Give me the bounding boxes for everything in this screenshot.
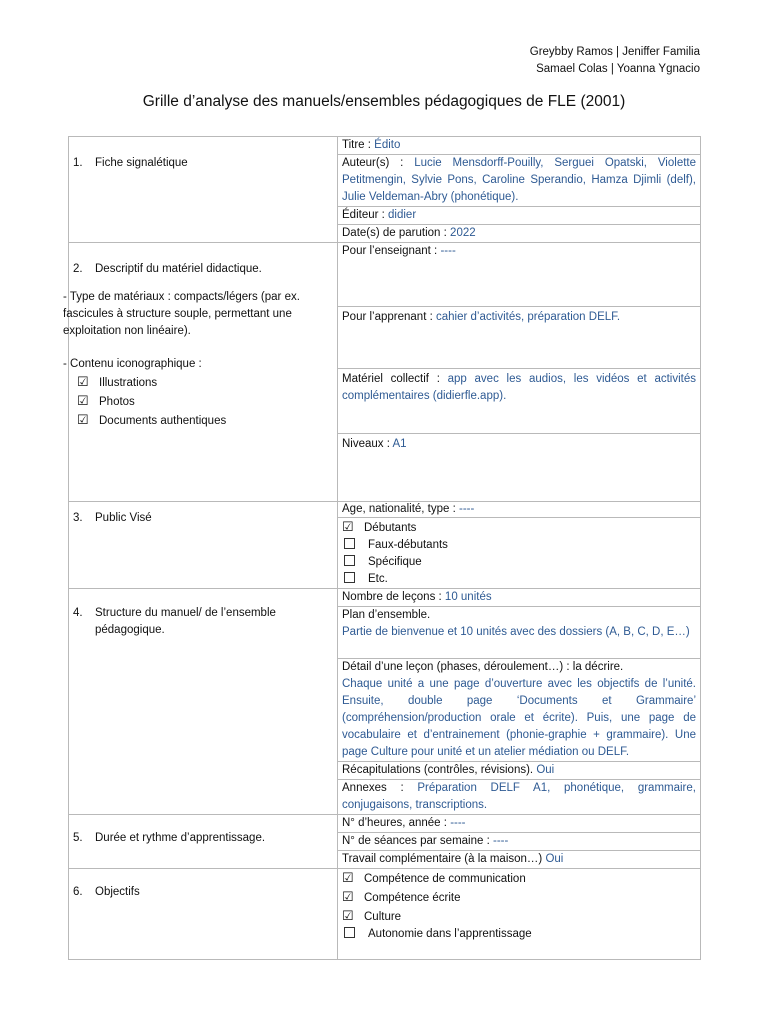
detail-label: Détail d’une leçon (phases, déroulement…) : la décrire. [342, 661, 624, 673]
document-title: Grille d’analyse des manuels/ensembles pédagogiques de FLE (2001) [142, 93, 626, 110]
plan-label: Plan d’ensemble. [342, 609, 431, 621]
option-label: Etc. [368, 573, 388, 585]
recap-label: Récapitulations (contrôles, révisions). [342, 764, 534, 776]
authors-line-2: Samael Colas | Yoanna Ygnacio [536, 63, 700, 75]
checkbox-empty-icon [344, 572, 355, 583]
enseignant-cell [338, 243, 701, 307]
section-2-heading-cell [63, 243, 338, 502]
seances-cell [338, 833, 701, 851]
type-materiaux: - Type de matériaux : compacts/légers (par ex. fascicules à structure souple, permettant une exploitation non linéaire). [63, 291, 300, 337]
option-label: Spécifique [368, 556, 422, 568]
annexes-label: Annexes : [342, 782, 404, 794]
section-2-heading: Descriptif du matériel didactique. [95, 263, 262, 275]
apprenant-value: cahier d’activités, préparation DELF. [436, 311, 621, 323]
objectif-ecrite [342, 888, 696, 907]
objectif-label: Compétence écrite [364, 892, 461, 904]
icono-item [77, 392, 333, 411]
lecons-value: 10 unités [444, 591, 492, 603]
public-options-cell [338, 518, 701, 589]
section-6-heading: Objectifs [95, 886, 140, 898]
authors-line-1: Greybby Ramos | Jeniffer Familia [529, 46, 700, 58]
checkbox-checked-icon: ☑ [342, 908, 354, 923]
icono-item-label: Documents authentiques [99, 415, 227, 427]
icono-item-label: Illustrations [99, 377, 158, 389]
plan-cell [338, 607, 701, 659]
recap-cell [338, 762, 701, 780]
seances-value: ---- [493, 835, 509, 847]
seances-label: N° de séances par semaine : [342, 835, 490, 847]
auteurs-cell [338, 155, 701, 207]
analysis-grid [63, 136, 701, 960]
auteurs-value: Lucie Mensdorff-Pouilly, Serguei Opatski, Violette Petitmengin, Sylvie Pons, Caroline Sperandio, Hamza Djimli (delf), Julie Veldeman-Abry (phonétique). [342, 157, 696, 203]
editeur-value: didier [388, 209, 417, 221]
section-5-heading: Durée et rythme d’apprentissage. [95, 832, 266, 844]
age-label: Age, nationalité, type : [342, 503, 456, 515]
collectif-value: app avec les audios, les vidéos et activités complémentaires (didierfle.app). [342, 373, 697, 402]
option-etc [342, 571, 696, 588]
travail-value: Oui [545, 853, 564, 865]
niveaux-cell [338, 434, 701, 502]
recap-value: Oui [536, 764, 555, 776]
niveaux-value: A1 [392, 438, 407, 450]
section-4-heading: Structure du manuel/ de l’ensemble pédagogique. [95, 607, 276, 636]
section-6-number: 6. [73, 886, 83, 898]
checkbox-checked-icon: ☑ [342, 889, 354, 904]
section-1-number: 1. [73, 157, 83, 169]
enseignant-label: Pour l’enseignant : [342, 245, 438, 257]
objectif-autonomie [342, 926, 696, 943]
section-1-heading-cell [69, 137, 338, 243]
plan-value: Partie de bienvenue et 10 unités avec des dossiers (A, B, C, D, E…) [342, 626, 690, 638]
detail-value: Chaque unité a une page d’ouverture avec les objectifs de l’unité. Ensuite, double page ‘Documents et Grammaire’ (compréhension/production orale et écrite). Puis, une page de vocabulaire et d’entrainement (phonie-graphie + grammaire). Une page Culture pour unité et un atelier médiation ou DELF. [342, 678, 696, 758]
lecons-cell [338, 589, 701, 607]
objectif-culture [342, 907, 696, 926]
icono-item [77, 373, 333, 392]
titre-label: Titre : [342, 139, 371, 151]
auteurs-label: Auteur(s) : [342, 157, 404, 169]
icono-label: - Contenu iconographique : [63, 358, 202, 370]
option-label: Débutants [364, 522, 417, 534]
option-specifique [342, 554, 696, 571]
annexes-value: Préparation DELF A1, phonétique, grammaire, conjugaisons, transcriptions. [342, 782, 696, 811]
option-faux-debutants [342, 537, 696, 554]
apprenant-label: Pour l’apprenant : [342, 311, 433, 323]
objectif-label: Autonomie dans l’apprentissage [368, 928, 532, 940]
editeur-cell [338, 207, 701, 225]
section-5-heading-cell [69, 815, 338, 869]
annexes-cell [338, 780, 701, 815]
checkbox-empty-icon [344, 927, 355, 938]
checkbox-checked-icon: ☑ [342, 870, 354, 885]
heures-label: N° d’heures, année : [342, 817, 447, 829]
checkbox-empty-icon [344, 538, 355, 549]
date-value: 2022 [450, 227, 476, 239]
enseignant-value: ---- [440, 245, 456, 257]
checkbox-checked-icon: ☑ [77, 393, 89, 408]
age-value: ---- [459, 503, 475, 515]
date-label: Date(s) de parution : [342, 227, 447, 239]
option-label: Faux-débutants [368, 539, 448, 551]
section-3-heading-cell [69, 502, 338, 589]
icono-item-label: Photos [99, 396, 135, 408]
section-3-heading: Public Visé [95, 512, 152, 524]
detail-cell [338, 659, 701, 762]
section-1-heading: Fiche signalétique [95, 157, 188, 169]
checkbox-empty-icon [344, 555, 355, 566]
age-cell [338, 502, 701, 518]
editeur-label: Éditeur : [342, 209, 385, 221]
collectif-cell [338, 369, 701, 434]
objectif-label: Culture [364, 911, 402, 923]
objectif-communication [342, 869, 696, 888]
travail-label: Travail complémentaire (à la maison…) [342, 853, 543, 865]
apprenant-cell [338, 307, 701, 369]
section-2-number: 2. [73, 263, 83, 275]
section-3-number: 3. [73, 512, 83, 524]
section-5-number: 5. [73, 832, 83, 844]
date-cell [338, 225, 701, 243]
section-4-heading-cell [69, 589, 338, 815]
checkbox-checked-icon: ☑ [77, 412, 89, 427]
objectifs-options-cell [338, 869, 701, 960]
option-debutants [342, 518, 696, 537]
authors-block [530, 44, 700, 78]
titre-value: Édito [374, 139, 401, 151]
section-6-heading-cell [69, 869, 338, 960]
heures-cell [338, 815, 701, 833]
heures-value: ---- [450, 817, 466, 829]
niveaux-label: Niveaux : [342, 438, 390, 450]
titre-cell [338, 137, 701, 155]
icono-item [77, 411, 333, 430]
objectif-label: Compétence de communication [364, 873, 526, 885]
checkbox-checked-icon: ☑ [77, 374, 89, 389]
collectif-label: Matériel collectif : [342, 373, 440, 385]
section-4-number: 4. [73, 607, 83, 619]
travail-cell [338, 851, 701, 869]
lecons-label: Nombre de leçons : [342, 591, 442, 603]
checkbox-checked-icon: ☑ [342, 519, 354, 534]
